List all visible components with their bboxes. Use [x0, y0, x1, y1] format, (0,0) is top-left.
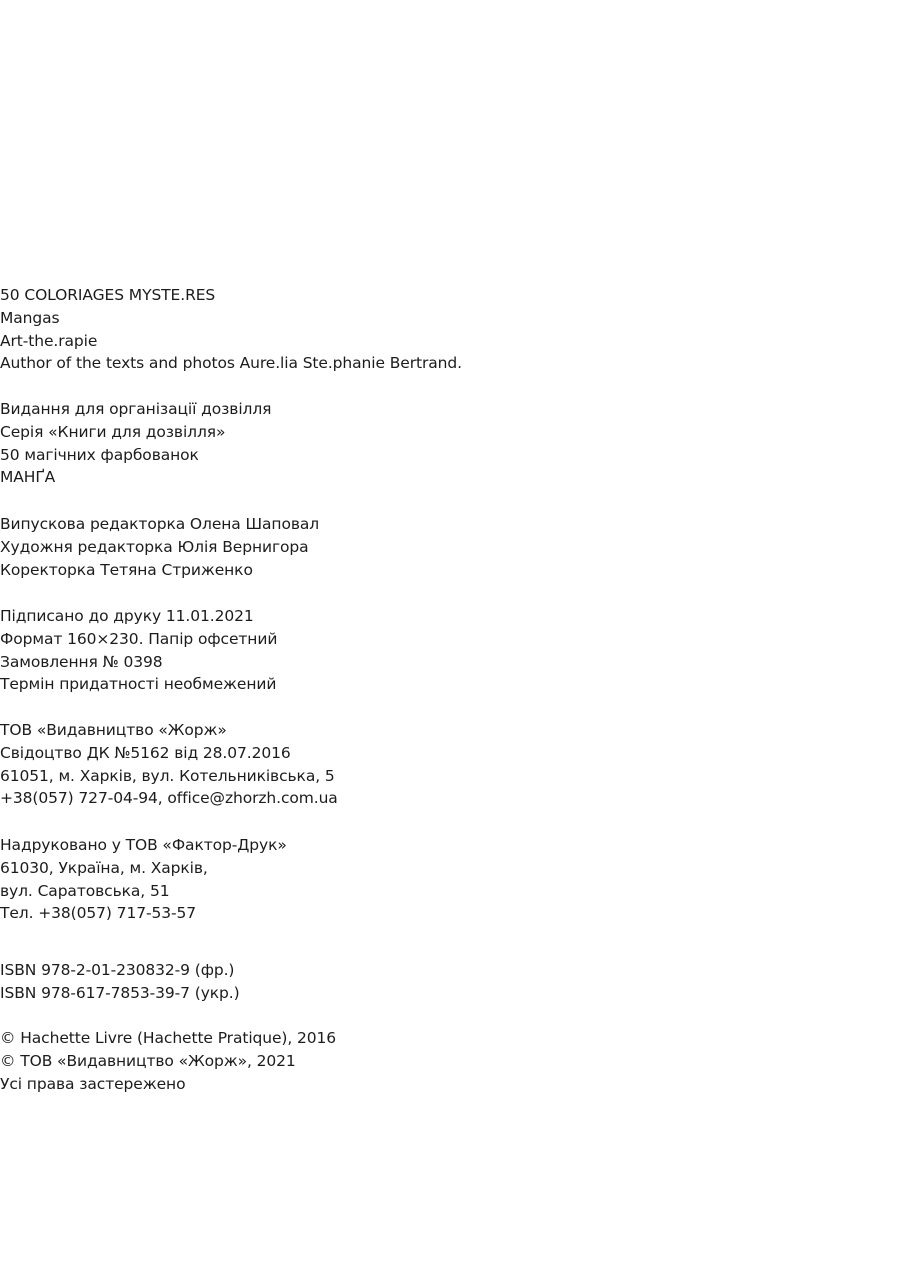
- isbn-french: ISBN 978-2-01-230832-9 (фр.): [0, 961, 235, 979]
- isbn-ukrainian: ISBN 978-617-7853-39-7 (укр.): [0, 983, 240, 1002]
- managing-editor: Випускова редакторка Олена Шаповал: [0, 515, 320, 533]
- original-edition-block: [0, 284, 920, 375]
- printer-city: 61030, Україна, м. Харків,: [0, 858, 208, 877]
- editors-block: [0, 513, 920, 581]
- publisher-block: [0, 719, 920, 810]
- publisher-contacts: +38(057) 727-04-94, office@zhorzh.com.ua: [0, 789, 338, 808]
- original-title: 50 COLORIAGES MYSTE.RES: [0, 286, 216, 304]
- publisher-address: 61051, м. Харків, вул. Котельниківська, 5: [0, 766, 335, 785]
- printer-name: Надруковано у ТОВ «Фактор-Друк»: [0, 836, 287, 854]
- printer-block: [0, 834, 920, 925]
- series-name: Серія «Книги для дозвілля»: [0, 422, 226, 441]
- shelf-life: Термін придатності необмежений: [0, 675, 277, 694]
- copyright-original: © Hachette Livre (Hachette Pratique), 2016: [0, 1029, 337, 1047]
- isbn-block: [0, 959, 920, 1005]
- printer-phone: Тел. +38(057) 717-53-57: [0, 904, 196, 923]
- edition-info-block: [0, 398, 920, 489]
- book-subtitle: МАНҐА: [0, 468, 56, 487]
- print-specs-block: [0, 605, 920, 696]
- copyright-block: [0, 1027, 920, 1095]
- proofreader: Коректорка Тетяна Стриженко: [0, 560, 253, 579]
- original-series: Art-the.rapie: [0, 331, 98, 350]
- original-subtitle: Mangas: [0, 308, 60, 327]
- original-author: Author of the texts and photos Aure.lia Ste.phanie Bertrand.: [0, 354, 462, 373]
- printer-street: вул. Саратовська, 51: [0, 881, 170, 900]
- signed-to-print-date: Підписано до друку 11.01.2021: [0, 607, 254, 625]
- copyright-translation: © ТОВ «Видавництво «Жорж», 2021: [0, 1051, 296, 1070]
- publisher-name: ТОВ «Видавництво «Жорж»: [0, 721, 227, 739]
- order-number: Замовлення № 0398: [0, 652, 163, 671]
- rights-reserved: Усі права застережено: [0, 1074, 186, 1093]
- publisher-certificate: Свідоцтво ДК №5162 від 28.07.2016: [0, 743, 291, 762]
- edition-type: Видання для організації дозвілля: [0, 400, 272, 418]
- format-paper: Формат 160×230. Папір офсетний: [0, 629, 278, 648]
- book-title: 50 магічних фарбованок: [0, 445, 199, 464]
- art-editor: Художня редакторка Юлія Вернигора: [0, 537, 309, 556]
